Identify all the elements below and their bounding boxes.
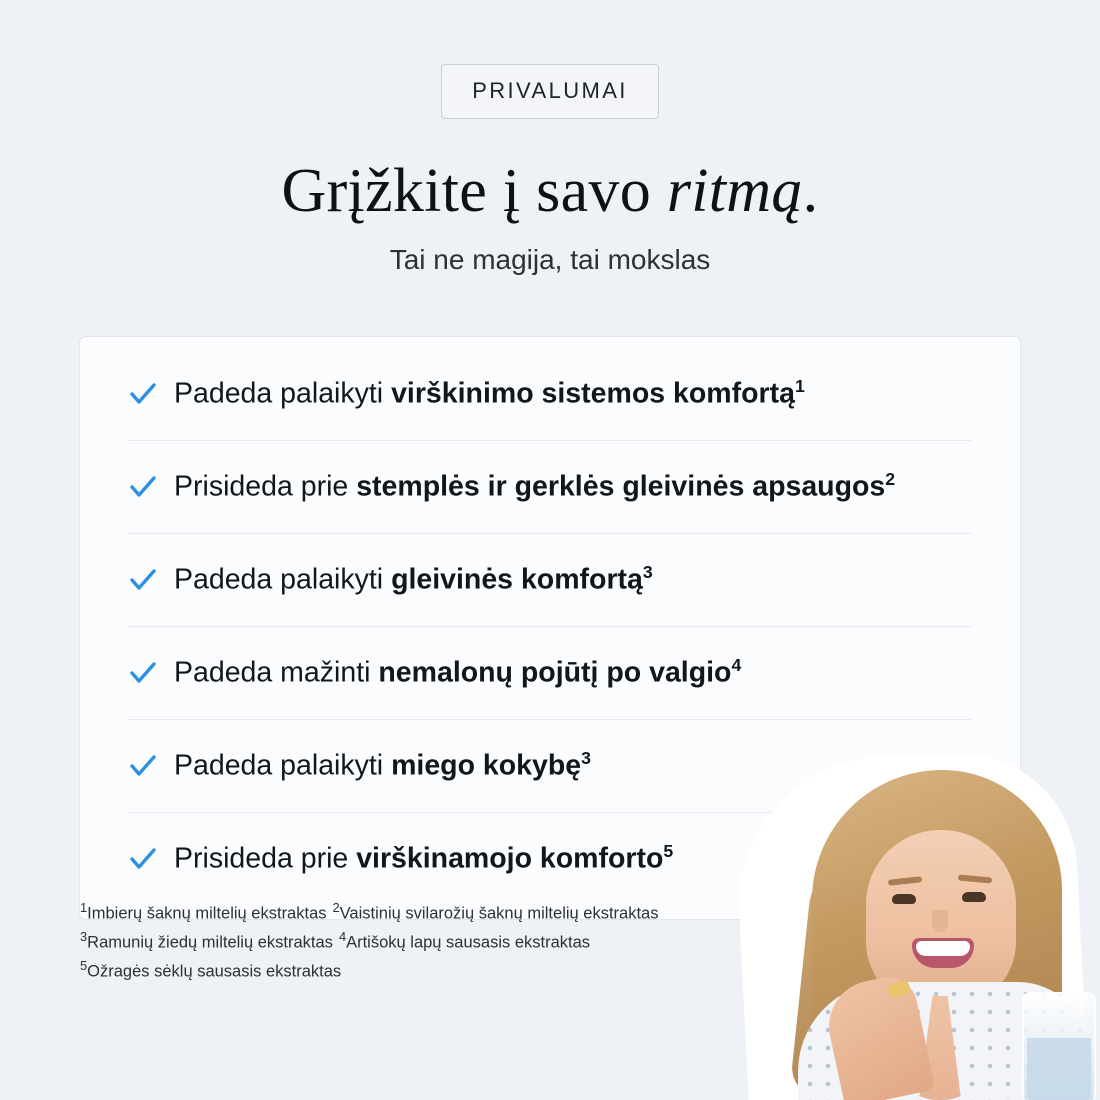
benefit-superscript: 5: [663, 840, 674, 861]
footnote-text: Artišokų lapų sausasis ekstraktas: [346, 933, 591, 952]
footnote-item: [80, 956, 341, 985]
footnote-marker: 1: [80, 900, 88, 915]
benefit-item: [80, 626, 1020, 719]
benefits-card: [79, 336, 1021, 920]
benefit-bold: miego kokybę: [391, 749, 582, 782]
benefit-superscript: 4: [731, 654, 742, 675]
neck: [892, 996, 988, 1100]
water: [1027, 1038, 1091, 1100]
footnote-line: [80, 898, 840, 927]
check-icon: [128, 472, 158, 502]
benefit-bold: virškinamojo komforto: [356, 842, 664, 875]
teeth: [916, 941, 970, 956]
check-icon: [128, 379, 158, 409]
benefit-item: [80, 719, 1020, 812]
benefit-superscript: 3: [581, 747, 591, 768]
benefit-superscript: 3: [642, 561, 653, 582]
benefit-text: Padeda palaikyti miego kokybę$^3$: [174, 747, 591, 782]
benefit-item: [80, 440, 1020, 533]
benefit-text: Padeda mažinti nemalonų pojūtį po valgio$^4$: [174, 654, 742, 689]
smiling-mouth: [912, 938, 974, 968]
benefit-item: [80, 347, 1020, 440]
benefit-superscript: 2: [885, 468, 896, 489]
capsule-icon: [886, 979, 911, 999]
headline-part-2: .: [802, 157, 819, 225]
badge-container: [0, 0, 1100, 119]
benefit-bold: virškinimo sistemos komfortą: [391, 377, 795, 410]
benefit-text: Prisideda prie stemplės ir gerklės gleivinės apsaugos$^2$: [174, 468, 896, 503]
page-title: [0, 159, 1100, 224]
headline-part-1: Grįžkite į savo: [281, 157, 667, 225]
footnote-marker: 5: [80, 958, 88, 974]
check-icon: [128, 844, 158, 874]
footnote-item: [339, 927, 590, 956]
footnote-text: Imbierų šaknų miltelių ekstraktas: [87, 904, 327, 923]
section-badge: PRIVALUMAI: [441, 64, 659, 119]
blouse: [798, 982, 1088, 1100]
footnote-marker: 4: [338, 929, 347, 945]
footnotes: [80, 898, 840, 985]
check-icon: [128, 751, 158, 781]
benefit-bold: gleivinės komfortą: [391, 563, 643, 596]
footnote-text: Ožragės sėklų sausasis ekstraktas: [87, 962, 342, 981]
footnote-item: [80, 898, 327, 927]
headline-emphasis: ritmą: [666, 157, 803, 225]
benefit-superscript: 1: [794, 375, 805, 396]
footnote-text: Ramunių žiedų miltelių ekstraktas: [87, 933, 333, 952]
benefit-item: [80, 533, 1020, 626]
footnote-item: [333, 898, 659, 927]
footnote-text: Vaistinių svilarožių šaknų miltelių ekstraktas: [339, 904, 659, 923]
benefit-text: Padeda palaikyti gleivinės komfortą$^3$: [174, 561, 653, 596]
footnote-marker: 2: [332, 900, 340, 915]
check-icon: [128, 565, 158, 595]
benefit-text: Padeda palaikyti virškinimo sistemos komfortą$^1$: [174, 375, 805, 410]
footnote-line: [80, 927, 840, 956]
benefit-item: [80, 812, 1020, 905]
footnote-item: [80, 927, 333, 956]
benefit-bold: nemalonų pojūtį po valgio: [378, 656, 732, 689]
water-glass: [1022, 992, 1096, 1100]
benefit-text: Prisideda prie virškinamojo komforto$^5$: [174, 840, 674, 875]
benefit-bold: stemplės ir gerklės gleivinės apsaugos: [356, 470, 886, 503]
footnote-line: [80, 956, 840, 985]
hand: [821, 972, 936, 1100]
check-icon: [128, 658, 158, 688]
page-subtitle: Tai ne magija, tai mokslas: [389, 244, 711, 276]
footnote-marker: 3: [80, 929, 88, 945]
